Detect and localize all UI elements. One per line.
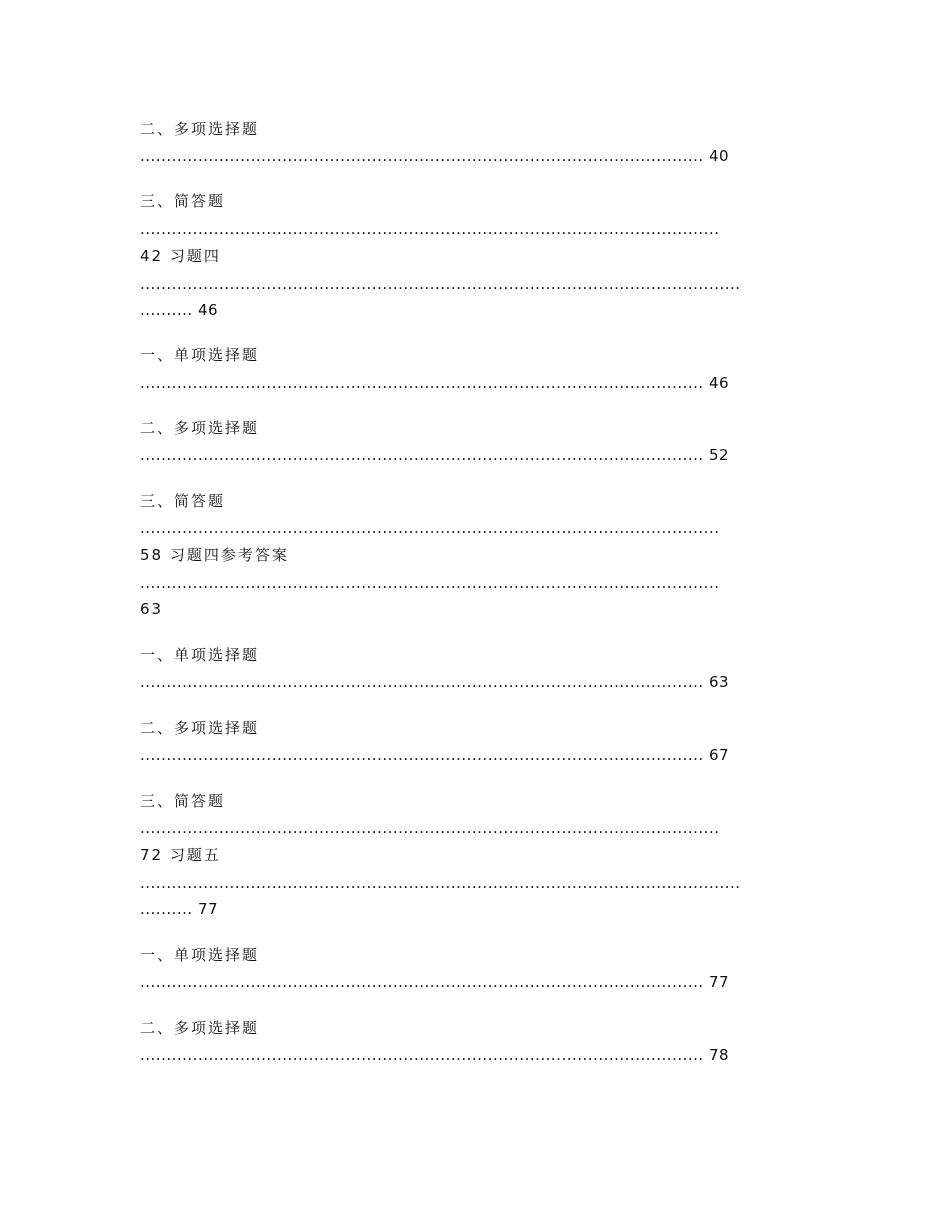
toc-heading: 三、简答题 [140, 792, 226, 810]
toc-leader-line: ........................................................................................................... 77 [140, 973, 730, 991]
toc-heading: 二、多项选择题 [140, 120, 260, 138]
toc-leader-line: .............................................................................................................. [140, 519, 720, 537]
toc-heading: 一、单项选择题 [140, 946, 260, 964]
toc-heading: 二、多项选择题 [140, 419, 260, 437]
toc-leader-line: ........................................................................................................... 40 [140, 147, 730, 165]
toc-leader-line: ........................................................................................................... 67 [140, 746, 730, 764]
toc-heading: 三、简答题 [140, 192, 226, 210]
toc-leader-line: .................................................................................................................. [140, 275, 741, 293]
toc-leader-line: ........................................................................................................... 63 [140, 673, 730, 691]
toc-leader-line: .............................................................................................................. [140, 819, 720, 837]
toc-leader-line: ........................................................................................................... 52 [140, 446, 730, 464]
toc-heading: 42 习题四 [140, 247, 221, 265]
toc-heading: 一、单项选择题 [140, 646, 260, 664]
toc-heading: 58 习题四参考答案 [140, 546, 289, 564]
toc-heading: 72 习题五 [140, 846, 221, 864]
toc-leader-line: .............................................................................................................. [140, 220, 720, 238]
toc-leader-line: ........................................................................................................... 46 [140, 374, 730, 392]
toc-heading: 二、多项选择题 [140, 1019, 260, 1037]
toc-leader-line: .................................................................................................................. [140, 874, 741, 892]
toc-leader-line: .......... 77 [140, 900, 219, 918]
toc-leader-line: ........................................................................................................... 78 [140, 1046, 730, 1064]
toc-heading: 三、简答题 [140, 492, 226, 510]
toc-leader-line: .............................................................................................................. [140, 574, 720, 592]
toc-leader-line: .......... 46 [140, 301, 219, 319]
toc-page-number: 63 [140, 600, 164, 618]
toc-heading: 一、单项选择题 [140, 346, 260, 364]
toc-heading: 二、多项选择题 [140, 719, 260, 737]
